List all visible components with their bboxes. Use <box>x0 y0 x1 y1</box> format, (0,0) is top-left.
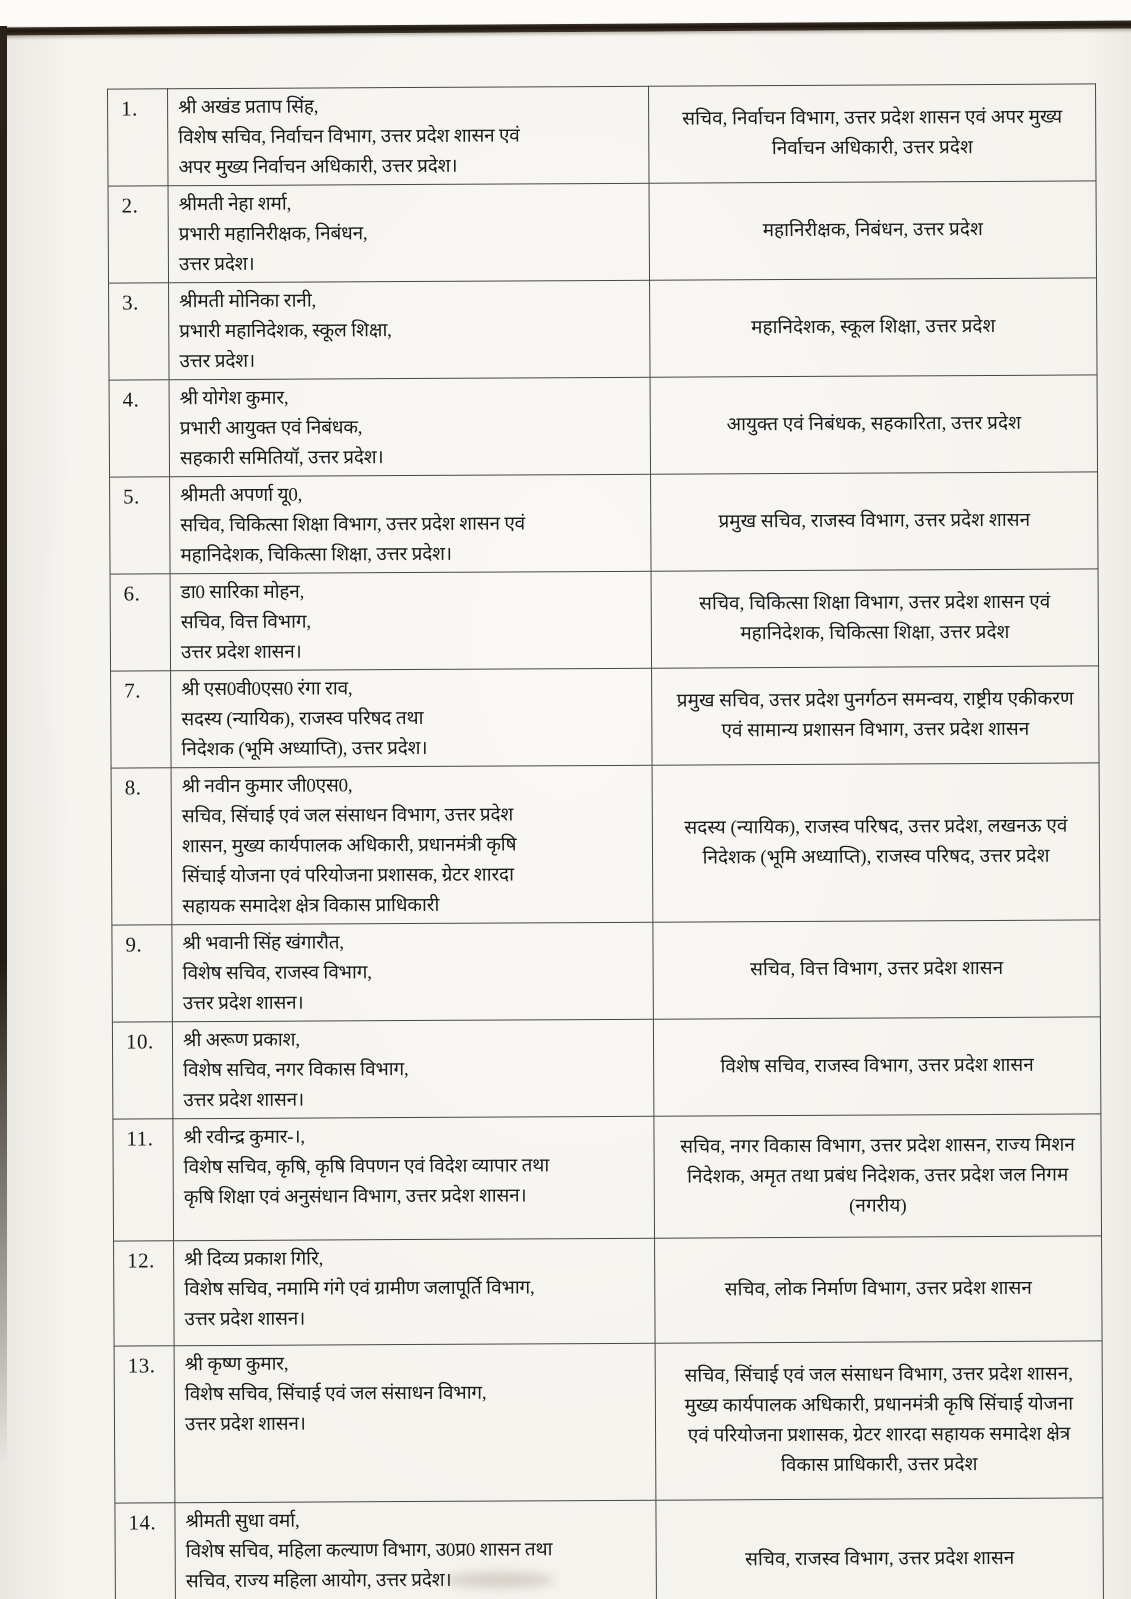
officer-line: उत्तर प्रदेश शासन। <box>180 641 302 664</box>
officer-line: श्री रवीन्द्र कुमार-।, <box>183 1126 305 1149</box>
table-row <box>111 763 1100 925</box>
officer-cell <box>170 474 652 574</box>
officer-line: सचिव, वित्त विभाग, <box>180 611 311 634</box>
posting-cell: महानिरीक्षक, निबंधन, उत्तर प्रदेश <box>649 181 1097 280</box>
posting-cell: महानिदेशक, स्कूल शिक्षा, उत्तर प्रदेश <box>650 278 1098 377</box>
posting-cell: प्रमुख सचिव, राजस्व विभाग, उत्तर प्रदेश शासन <box>651 472 1099 571</box>
officer-cell <box>175 1500 657 1599</box>
table-row <box>114 1236 1103 1346</box>
officer-line: प्रभारी महानिदेशक, स्कूल शिक्षा, <box>179 320 392 343</box>
transfer-order-table <box>107 83 1104 1599</box>
officer-line: सचिव, राज्य महिला आयोग, उत्तर प्रदेश। <box>185 1569 452 1593</box>
officer-line: श्री अखंड प्रताप सिंह, <box>178 96 319 119</box>
scan-left-edge <box>0 26 7 1466</box>
officer-line: श्रीमती अपर्णा यू0, <box>180 484 303 507</box>
officer-line: विशेष सचिव, नगर विकास विभाग, <box>183 1059 409 1082</box>
officer-cell <box>168 183 650 283</box>
officer-line: श्री योगेश कुमार, <box>179 387 289 410</box>
table-row <box>108 84 1096 186</box>
officer-line: श्री एस0वी0एस0 रंगा राव, <box>181 678 353 701</box>
officer-cell <box>169 280 651 380</box>
serial-cell: 5. <box>110 477 171 574</box>
serial-cell: 7. <box>111 671 172 768</box>
officer-line: विशेष सचिव, निर्वाचन विभाग, उत्तर प्रदेश शासन एवं <box>178 125 520 149</box>
posting-cell: आयुक्त एवं निबंधक, सहकारिता, उत्तर प्रदेश <box>650 375 1098 474</box>
officer-cell <box>171 765 653 925</box>
table-row <box>108 181 1096 283</box>
officer-line: श्री दिव्य प्रकाश गिरि, <box>184 1248 324 1271</box>
officer-cell <box>174 1343 656 1503</box>
officer-line: सदस्य (न्यायिक), राजस्व परिषद तथा <box>181 707 424 731</box>
officer-line: श्री अरूण प्रकाश, <box>182 1029 300 1052</box>
table-row <box>110 472 1098 574</box>
officer-line: सहकारी समितियॉ, उत्तर प्रदेश। <box>179 447 384 470</box>
posting-cell: सचिव, सिंचाई एवं जल संसाधन विभाग, उत्तर प्रदेश शासन, मुख्य कार्यपालक अधिकारी, प्रधानमंत्री कृषि सिंचाई योजना एवं परियोजना प्रशासक, ग्रेटर शारदा सहायक समादेश क्षेत्र विकास प्राधिकारी, उत्तर प्रदेश <box>655 1341 1103 1500</box>
serial-cell: 1. <box>108 89 169 186</box>
officer-line: विशेष सचिव, महिला कल्याण विभाग, उ0प्र0 शासन तथा <box>185 1539 553 1563</box>
officer-line: उत्तर प्रदेश शासन। <box>184 1308 306 1331</box>
table-row <box>109 278 1097 380</box>
posting-cell: सचिव, निर्वाचन विभाग, उत्तर प्रदेश शासन एवं अपर मुख्य निर्वाचन अधिकारी, उत्तर प्रदेश <box>649 84 1097 183</box>
table-row <box>109 375 1097 477</box>
officer-line: श्रीमती मोनिका रानी, <box>179 290 317 313</box>
serial-cell: 14. <box>115 1503 176 1599</box>
officer-line: सिंचाई योजना एवं परियोजना प्रशासक, ग्रेटर शारदा <box>182 864 514 888</box>
serial-cell: 2. <box>108 186 169 283</box>
officer-line: कृषि शिक्षा एवं अनुसंधान विभाग, उत्तर प्रदेश शासन। <box>183 1185 527 1209</box>
officer-cell <box>170 571 652 671</box>
posting-cell: प्रमुख सचिव, उत्तर प्रदेश पुनर्गठन समन्वय, राष्ट्रीय एकीकरण एवं सामान्य प्रशासन विभाग, उत्तर प्रदेश शासन <box>652 666 1100 765</box>
officer-line: श्रीमती सुधा वर्मा, <box>185 1510 300 1533</box>
serial-cell: 3. <box>109 283 170 380</box>
posting-cell: विशेष सचिव, राजस्व विभाग, उत्तर प्रदेश शासन <box>653 1017 1101 1116</box>
officer-cell <box>174 1238 656 1346</box>
posting-cell: सचिव, चिकित्सा शिक्षा विभाग, उत्तर प्रदेश शासन एवं महानिदेशक, चिकित्सा शिक्षा, उत्तर प्रदेश <box>651 569 1099 668</box>
officer-line: सचिव, चिकित्सा शिक्षा विभाग, उत्तर प्रदेश शासन एवं <box>180 513 526 537</box>
serial-cell: 10. <box>112 1022 173 1119</box>
serial-cell: 13. <box>114 1346 175 1503</box>
table-row <box>112 920 1100 1022</box>
serial-cell: 6. <box>110 574 171 671</box>
officer-line: उत्तर प्रदेश शासन। <box>183 1089 305 1112</box>
posting-cell: सचिव, राजस्व विभाग, उत्तर प्रदेश शासन <box>656 1498 1104 1599</box>
officer-cell <box>168 86 650 186</box>
officer-line: अपर मुख्य निर्वाचन अधिकारी, उत्तर प्रदेश। <box>178 155 458 179</box>
serial-cell: 4. <box>109 380 170 477</box>
officer-line: प्रभारी आयुक्त एवं निबंधक, <box>179 417 363 440</box>
officer-line: निदेशक (भूमि अध्याप्ति), उत्तर प्रदेश। <box>181 737 428 761</box>
officer-line: विशेष सचिव, कृषि, कृषि विपणन एवं विदेश व्यापार तथा <box>183 1155 550 1179</box>
serial-cell: 9. <box>112 925 173 1022</box>
officer-line: महानिदेशक, चिकित्सा शिक्षा, उत्तर प्रदेश। <box>180 543 452 567</box>
posting-cell: सचिव, वित्त विभाग, उत्तर प्रदेश शासन <box>653 920 1101 1019</box>
table-row <box>110 569 1098 671</box>
officer-line: विशेष सचिव, नमामि गंगे एवं ग्रामीण जलापूर्ति विभाग, <box>184 1277 535 1301</box>
officer-line: विशेष सचिव, सिंचाई एवं जल संसाधन विभाग, <box>184 1382 487 1406</box>
officer-line: शासन, मुख्य कार्यपालक अधिकारी, प्रधानमंत्री कृषि <box>181 834 517 858</box>
officer-line: उत्तर प्रदेश शासन। <box>184 1413 306 1436</box>
officer-line: उत्तर प्रदेश। <box>178 253 255 276</box>
officer-cell <box>172 1019 654 1119</box>
officer-line: विशेष सचिव, राजस्व विभाग, <box>182 962 372 985</box>
serial-cell: 11. <box>113 1119 174 1241</box>
posting-cell: सचिव, लोक निर्माण विभाग, उत्तर प्रदेश शासन <box>655 1236 1103 1343</box>
officer-cell <box>171 668 653 768</box>
officer-line: डा0 सारिका मोहन, <box>180 581 305 604</box>
posting-cell: सदस्य (न्यायिक), राजस्व परिषद, उत्तर प्रदेश, लखनऊ एवं निदेशक (भूमि अध्याप्ति), राजस्व परिषद, उत्तर प्रदेश <box>652 763 1100 922</box>
officer-cell <box>172 922 654 1022</box>
officer-cell <box>173 1116 655 1241</box>
table-row <box>111 666 1099 768</box>
officer-line: श्रीमती नेहा शर्मा, <box>178 193 292 216</box>
table-row <box>114 1341 1103 1503</box>
posting-cell: सचिव, नगर विकास विभाग, उत्तर प्रदेश शासन, राज्य मिशन निदेशक, अमृत तथा प्रबंध निदेशक, उत्तर प्रदेश जल निगम (नगरीय) <box>654 1114 1102 1238</box>
table-row <box>115 1498 1104 1599</box>
table-row <box>113 1114 1102 1241</box>
officer-line: श्री नवीन कुमार जी0एस0, <box>181 775 353 798</box>
officer-line: श्री कृष्ण कुमार, <box>184 1353 289 1376</box>
officer-line: प्रभारी महानिरीक्षक, निबंधन, <box>178 223 368 246</box>
officer-line: श्री भवानी सिंह खंगारौत, <box>182 932 344 955</box>
serial-cell: 8. <box>111 768 172 925</box>
officer-line: सहायक समादेश क्षेत्र विकास प्राधिकारी <box>182 894 440 918</box>
officer-line: सचिव, सिंचाई एवं जल संसाधन विभाग, उत्तर प्रदेश <box>181 804 514 828</box>
officer-line: उत्तर प्रदेश शासन। <box>182 992 304 1015</box>
officer-line: उत्तर प्रदेश। <box>179 350 255 373</box>
table-row <box>112 1017 1100 1119</box>
serial-cell: 12. <box>114 1241 175 1346</box>
officer-cell <box>169 377 651 477</box>
